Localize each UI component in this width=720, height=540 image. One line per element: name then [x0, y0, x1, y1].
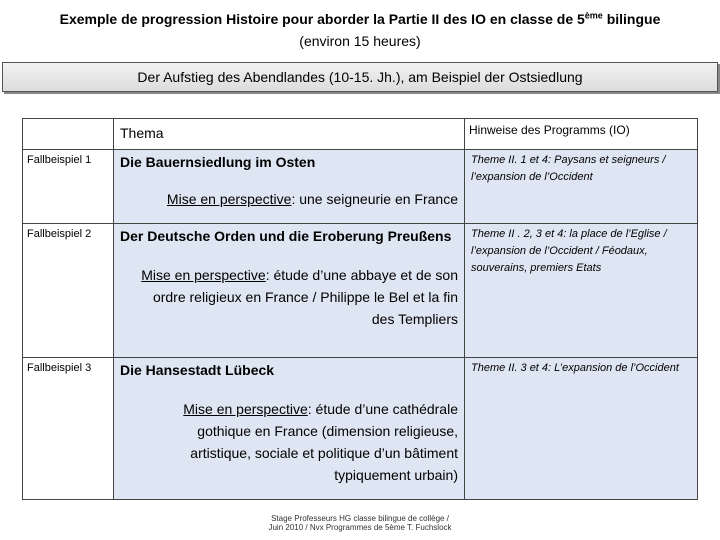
row-label: Fallbeispiel 1	[23, 150, 114, 224]
header-hinweise: Hinweise des Programms (IO)	[465, 119, 698, 150]
table-row	[23, 224, 698, 358]
header-thema: Thema	[114, 119, 465, 150]
row-thema	[114, 150, 465, 224]
footer-line-1: Stage Professeurs HG classe bilingue de collège /	[271, 514, 449, 523]
progression-table	[22, 118, 698, 500]
row-label: Fallbeispiel 2	[23, 224, 114, 358]
thema-title: Der Deutsche Orden und die Eroberung Preußens	[120, 228, 452, 244]
perspective-text: Mise en perspective: une seigneurie en France	[166, 191, 458, 207]
footer-line-2: Juin 2010 / Nvx Programmes de 5ème T. Fuchslock	[268, 523, 452, 532]
perspective-text: Mise en perspective: étude d’une cathédrale gothique en France (dimension religieuse, artistique, sociale et politique d’un bâtiment typiquement urbain)	[183, 401, 458, 483]
thema-title: Die Hansestadt Lübeck	[120, 362, 275, 378]
document-title	[0, 4, 720, 52]
row-hint: Theme II . 2, 3 et 4: la place de l’Eglise / l’expansion de l’Occident / Féodaux, souverains, premiers Etats	[465, 224, 698, 358]
table-row	[23, 358, 698, 500]
table-row	[23, 150, 698, 224]
row-thema	[114, 358, 465, 500]
title-line-1: Exemple de progression Histoire pour aborder la Partie II des IO en classe de 5ème bilingue	[59, 10, 661, 27]
header-empty-cell	[23, 119, 114, 150]
row-hint: Theme II. 1 et 4: Paysans et seigneurs / l’expansion de l’Occident	[465, 150, 698, 224]
table-header-row	[23, 119, 698, 150]
perspective-text: Mise en perspective: étude d’une abbaye et de son ordre religieux en France / Philippe le Bel et la fin des Templiers	[141, 267, 458, 327]
row-hint: Theme II. 3 et 4: L’expansion de l’Occident	[465, 358, 698, 500]
row-thema	[114, 224, 465, 358]
thema-title: Die Bauernsiedlung im Osten	[120, 154, 316, 170]
footer-note	[230, 514, 490, 532]
title-line-2: (environ 15 heures)	[299, 32, 421, 49]
row-label: Fallbeispiel 3	[23, 358, 114, 500]
section-banner: Der Aufstieg des Abendlandes (10-15. Jh.), am Beispiel der Ostsiedlung	[2, 62, 718, 92]
